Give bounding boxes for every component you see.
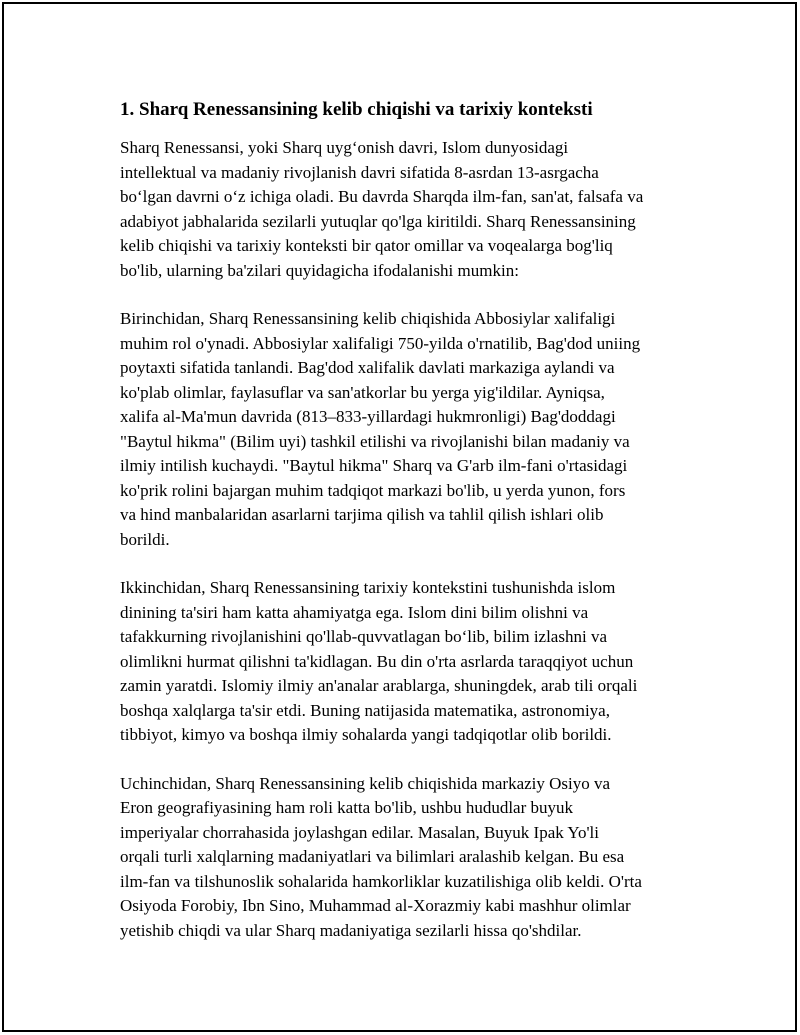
text-line: dinining ta'siri ham katta ahamiyatga ega. Islom dini bilim olishni va bbox=[120, 602, 589, 622]
text-line: va hind manbalaridan asarlarni tarjima qilish va tahlil qilish ishlari olib bbox=[120, 505, 604, 524]
section-heading: 1. Sharq Renessansining kelib chiqishi va tarixiy konteksti bbox=[120, 99, 593, 120]
paragraph-third bbox=[120, 772, 695, 944]
text-line: tafakkurning rivojlanishini qo'llab-quvvatlagan bo‘lib, bilim izlashni va bbox=[120, 627, 607, 646]
text-line: zamin yaratdi. Islomiy ilmiy an'analar arablarga, shuningdek, arab tili orqali bbox=[120, 676, 638, 695]
paragraph-first bbox=[120, 307, 695, 552]
text-line: orqali turli xalqlarning madaniyatlari va bilimlari aralashib kelgan. Bu esa bbox=[120, 847, 625, 866]
text-line: Eron geografiyasining ham roli katta bo'lib, ushbu hududlar buyuk bbox=[120, 798, 574, 817]
text-line: kelib chiqishi va tarixiy konteksti bir qator omillar va voqealarga bog'liq bbox=[120, 236, 613, 255]
text-line: bo'lib, ularning ba'zilari quyidagicha ifodalanishi mumkin: bbox=[120, 260, 519, 280]
text-line: ko'plab olimlar, faylasuflar va san'atkorlar bu yerga yig'ildilar. Ayniqsa, bbox=[120, 382, 605, 402]
text-line: ko'prik rolini bajargan muhim tadqiqot markazi bo'lib, u yerda yunon, fors bbox=[120, 480, 626, 500]
text-line: borildi. bbox=[120, 529, 170, 549]
text-line: Uchinchidan, Sharq Renessansining kelib chiqishida markaziy Osiyo va bbox=[120, 773, 611, 793]
text-line: ilmiy intilish kuchaydi. "Baytul hikma" Sharq va G'arb ilm-fani o'rtasidagi bbox=[120, 456, 628, 475]
text-line: "Baytul hikma" (Bilim uyi) tashkil etilishi va rivojlanishi bilan madaniy va bbox=[120, 431, 630, 451]
text-line: Birinchidan, Sharq Renessansining kelib chiqishida Abbosiylar xalifaligi bbox=[120, 309, 616, 328]
text-line: xalifa al-Ma'mun davrida (813–833-yillardagi hukmronligi) Bag'doddagi bbox=[120, 407, 616, 426]
text-line: yetishib chiqdi va ular Sharq madaniyatiga sezilarli hissa qo'shdilar. bbox=[120, 920, 582, 940]
text-line: imperiyalar chorrahasida joylashgan edilar. Masalan, Buyuk Ipak Yo'li bbox=[120, 822, 599, 842]
text-line: adabiyot jabhalarida sezilarli yutuqlar qo'lga kiritildi. Sharq Renessansining bbox=[120, 211, 636, 231]
text-line: Sharq Renessansi, yoki Sharq uyg‘onish davri, Islom dunyosidagi bbox=[120, 138, 569, 157]
text-line: poytaxti sifatida tanlandi. Bag'dod xalifalik davlati markaziga aylandi va bbox=[120, 358, 615, 377]
text-line: muhim rol o'ynadi. Abbosiylar xalifaligi 750-yilda o'rnatilib, Bag'dod uniing bbox=[120, 333, 641, 353]
text-line: Osiyoda Forobiy, Ibn Sino, Muhammad al-Xorazmiy kabi mashhur olimlar bbox=[120, 896, 631, 915]
page-frame bbox=[2, 2, 797, 1032]
document-body bbox=[120, 98, 695, 967]
text-line: intellektual va madaniy rivojlanish davri sifatida 8-asrdan 13-asrgacha bbox=[120, 162, 599, 182]
text-line: boshqa xalqlarga ta'sir etdi. Buning natijasida matematika, astronomiya, bbox=[120, 700, 610, 720]
text-line: ilm-fan va tilshunoslik sohalarida hamkorliklar kuzatilishiga olib keldi. O'rta bbox=[120, 871, 642, 891]
text-line: olimlikni hurmat qilishni ta'kidlagan. Bu din o'rta asrlarda taraqqiyot uchun bbox=[120, 651, 634, 671]
text-line: tibbiyot, kimyo va boshqa ilmiy sohalarda yangi tadqiqotlar olib borildi. bbox=[120, 725, 612, 744]
paragraph-intro bbox=[120, 136, 695, 283]
text-line: Ikkinchidan, Sharq Renessansining tarixiy kontekstini tushunishda islom bbox=[120, 578, 616, 597]
paragraph-second bbox=[120, 576, 695, 748]
text-line: bo‘lgan davrni o‘z ichiga oladi. Bu davrda Sharqda ilm-fan, san'at, falsafa va bbox=[120, 187, 644, 206]
